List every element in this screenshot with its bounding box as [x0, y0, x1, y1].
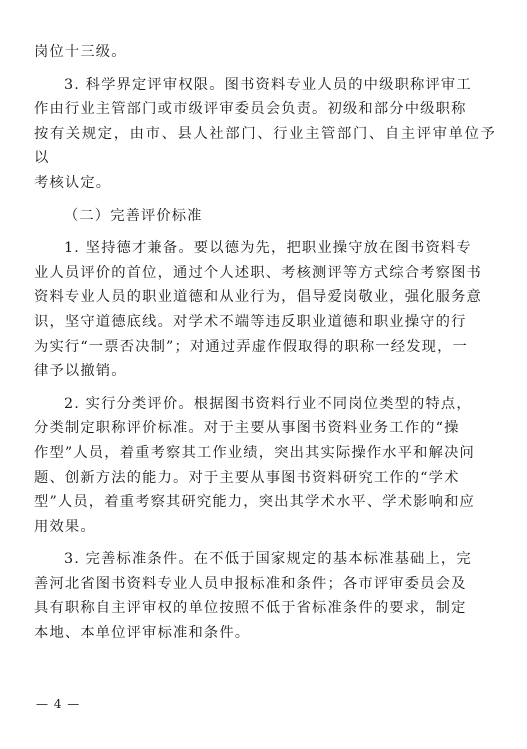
- paragraph-standard-conditions: 3. 完善标准条件。在不低于国家规定的基本标准基础上，完 善河北省图书资料专业人员申报标准和条件；各市评审委员会及 具有职称自主评审权的单位按照不低于省标准条件的要求，制定 本地、本单位评审标准和条件。: [34, 551, 472, 642]
- paragraph-continuation: 岗位十三级。: [34, 44, 127, 60]
- paragraph-review-authority: 3. 科学界定评审权限。图书资料专业人员的中级职称评审工 作由行业主管部门或市级评审委员会负责。初级和部分中级职称 按有关规定，由市、县人社部门、行业主管部门、自主评审单位予以 考核认定。: [34, 76, 496, 191]
- paragraph-integrity-and-ability: 1. 坚持德才兼备。要以德为先，把职业操守放在图书资料专 业人员评价的首位，通过个人述职、考核测评等方式综合考察图书 资料专业人员的职业道德和从业行为，倡导爱岗敬业，强化服务意 识，坚守道德底线。对学术不端等违反职业道德和职业操守的行 为实行“一票否决制”；对通过弄虚作假取得的职称一经发现，一 律予以撤销。: [34, 240, 482, 380]
- section-heading-evaluation-standards: （二）完善评价标准: [64, 207, 203, 224]
- paragraph-classified-evaluation: 2. 实行分类评价。根据图书资料行业不同岗位类型的特点， 分类制定职称评价标准。对于主要从事图书资料业务工作的“操 作型”人员，着重考察其工作业绩，突出其实际操作水平和解决问 题、创新方法的能力。对于主要从事图书资料研究工作的“学术 型”人员，着重考察其研究能力，突出其学术水平、学术影响和应 用效果。: [34, 395, 475, 535]
- page-number: — 4 —: [36, 697, 81, 711]
- document-body: [34, 40, 496, 646]
